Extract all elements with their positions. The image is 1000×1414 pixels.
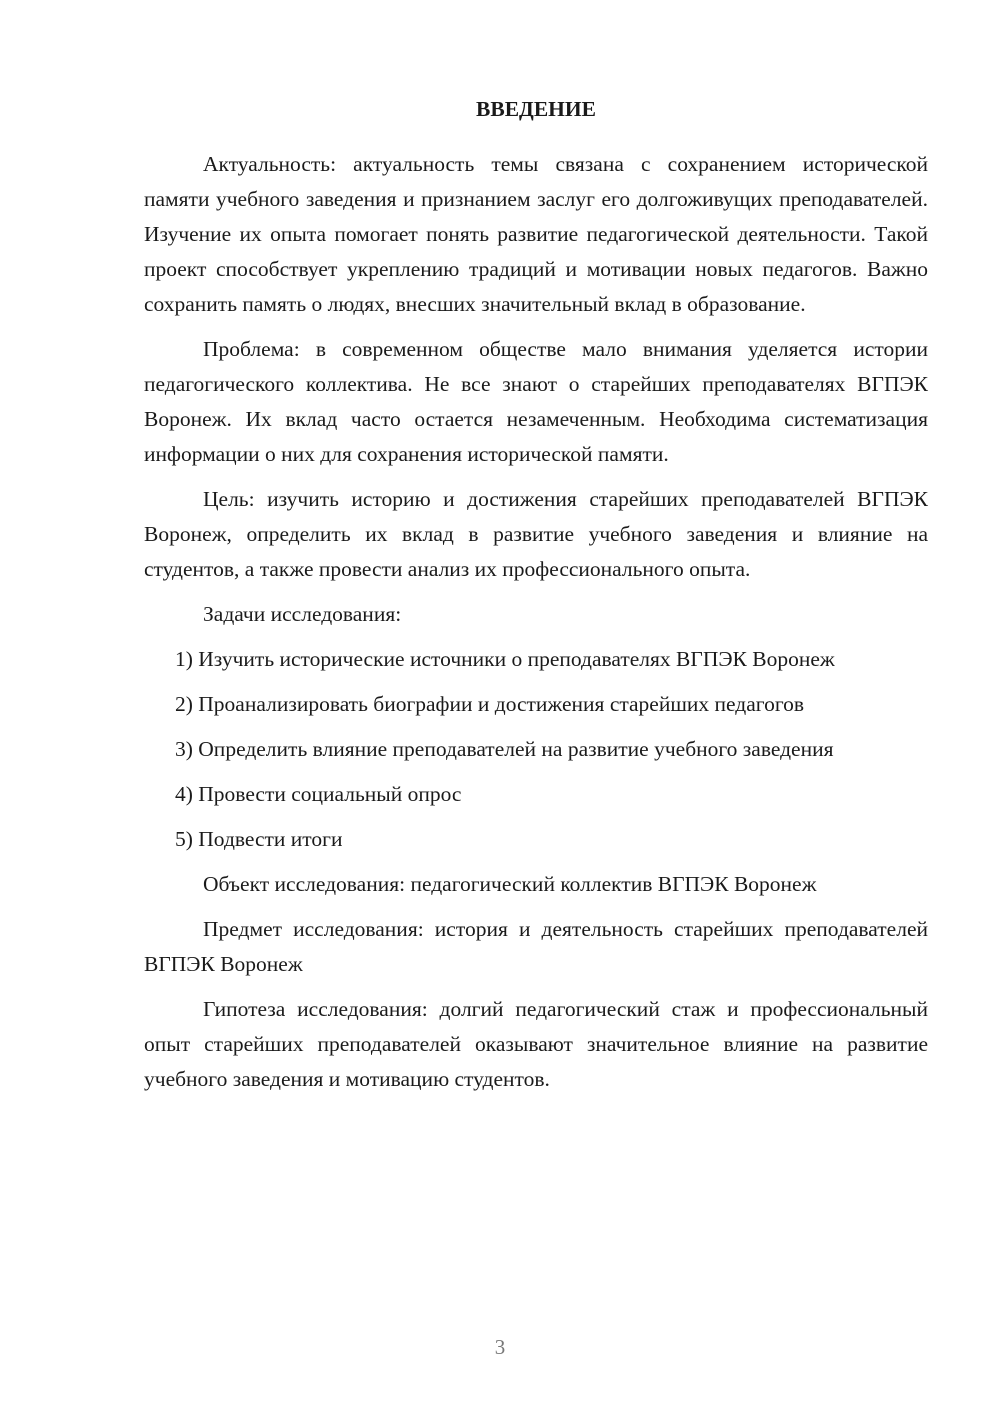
tasks-list xyxy=(144,642,928,857)
object-paragraph: Объект исследования: педагогический коллектив ВГПЭК Воронеж xyxy=(203,872,817,896)
page-number: 3 xyxy=(494,1335,506,1359)
relevance-paragraph: Актуальность: актуальность темы связана с сохранением исторической памяти учебного заведения и признанием заслуг его долгоживущих преподавателей. Изучение их опыта помогает понять развитие педагогической деятельности. Такой проект способствует укреплению традиций и мотивации новых педагогов. Важно сохранить память о людях, внесших значительный вклад в образование. xyxy=(144,152,928,316)
goal-paragraph: Цель: изучить историю и достижения старейших преподавателей ВГПЭК Воронеж, определить их вклад в развитие учебного заведения и влияние на студентов, а также провести анализ их профессионального опыта. xyxy=(144,487,928,581)
document-page xyxy=(144,92,928,1107)
task-item-1: 1) Изучить исторические источники о преподавателях ВГПЭК Воронеж xyxy=(175,647,835,671)
subject-paragraph: Предмет исследования: история и деятельность старейших преподавателей ВГПЭК Воронеж xyxy=(144,917,928,976)
tasks-title: Задачи исследования: xyxy=(203,602,402,626)
task-item-4: 4) Провести социальный опрос xyxy=(175,782,462,806)
hypothesis-paragraph: Гипотеза исследования: долгий педагогический стаж и профессиональный опыт старейших преподавателей оказывают значительное влияние на развитие учебного заведения и мотивацию студентов. xyxy=(144,997,928,1091)
task-item-3: 3) Определить влияние преподавателей на развитие учебного заведения xyxy=(175,737,834,761)
task-item-2: 2) Проанализировать биографии и достижения старейших педагогов xyxy=(175,692,805,716)
problem-paragraph: Проблема: в современном обществе мало внимания уделяется истории педагогического коллектива. Не все знают о старейших преподавателях ВГПЭК Воронеж. Их вклад часто остается незамеченным. Необходима систематизация информации о них для сохранения исторической памяти. xyxy=(144,337,928,466)
task-item-5: 5) Подвести итоги xyxy=(175,827,343,851)
page-heading: ВВЕДЕНИЕ xyxy=(476,97,596,121)
